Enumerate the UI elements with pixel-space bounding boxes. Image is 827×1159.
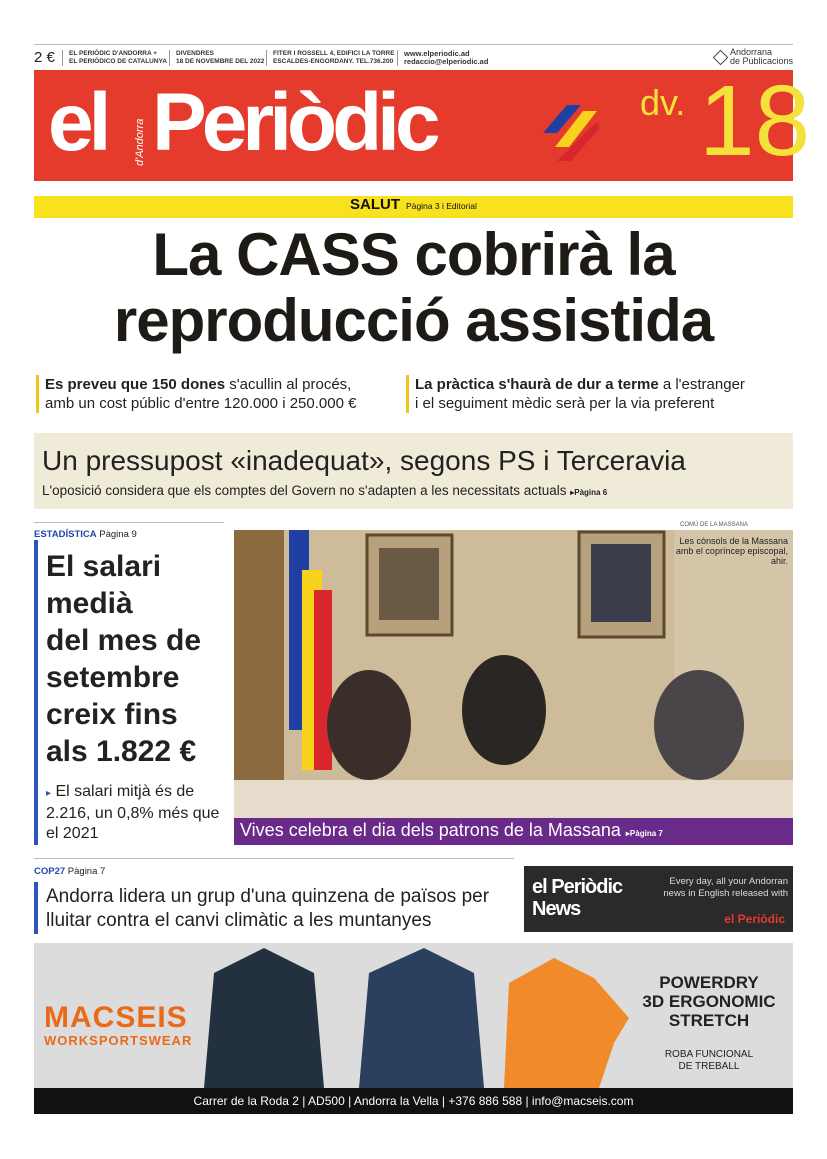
sub-text: s'acullin al procés, (225, 376, 352, 393)
advertisement[interactable] (34, 943, 793, 1114)
ad-sub-line: DE TREBALL (678, 1061, 740, 1072)
budget-page-ref: ▸Pàgina 6 (570, 488, 608, 497)
climate-headline[interactable]: Andorra lidera un grup d'una quinzena de països per lluitar contra el canvi climàtic a les muntanyes (46, 886, 490, 931)
photo-page-ref: ▸Pàgina 7 (625, 829, 663, 838)
lead-subhead-right (406, 375, 805, 413)
headline-line: La CASS cobrirà la (152, 221, 675, 288)
masthead (34, 65, 811, 181)
section-ref: Pàgina 7 (67, 866, 106, 877)
bullet-icon: ▸ (46, 788, 52, 799)
header-contact (397, 50, 488, 66)
section-ref: Pàgina 9 (99, 529, 137, 540)
photo-credit: COMÚ DE LA MASSANA (680, 522, 749, 528)
publisher-line: de Publicacions (729, 56, 793, 66)
meta-line: DIVENDRES (176, 50, 214, 57)
photo-headline-text: Vives celebra el dia dels patrons de la Massana (240, 820, 626, 840)
bullet-text: El salari mitjà és de 2.216, un 0,8% més que el 2021 (46, 783, 220, 842)
news-brand: el Periòdic (724, 912, 785, 926)
ad-brand: MACSEIS (44, 1001, 188, 1034)
logo-main: Periòdic (152, 77, 436, 168)
headline-line: del mes de (46, 624, 202, 657)
flag-stripes-icon (539, 103, 599, 163)
news-photo[interactable] (234, 530, 793, 845)
header-date (169, 50, 264, 66)
meta-line: FITER I ROSSELL 4, EDIFICI LA TORRE (273, 50, 395, 57)
claim-line: 3D ERGONOMIC (642, 992, 776, 1011)
weekday: dv. (640, 82, 686, 123)
news-title-line: el Periòdic (532, 876, 623, 898)
budget-sub-text: L'oposició considera que els comptes del Govern no s'adapten a les necessitats actuals (42, 483, 571, 498)
meta-line: 18 DE NOVEMBRE DEL 2022 (176, 58, 265, 65)
photo-headline-bar[interactable] (234, 818, 793, 845)
lead-subhead-left (36, 375, 395, 413)
lead-headline[interactable] (34, 222, 793, 354)
budget-story[interactable] (34, 433, 793, 509)
meta-line: ESCALDES-ENGORDANY. TEL.736.200 (273, 58, 394, 65)
ad-footer: Carrer de la Roda 2 | AD500 | Andorra la Vella | +376 886 588 | info@macseis.com (34, 1088, 793, 1114)
ad-claim (634, 973, 784, 1030)
salary-section-tag (34, 522, 224, 540)
price: 2 € (34, 49, 55, 66)
climate-section-tag (34, 858, 514, 877)
day-number: 18 (699, 65, 811, 177)
diamond-icon (713, 49, 729, 65)
photo-illustration (234, 530, 793, 845)
budget-headline: Un pressupost «inadequat», segons PS i Terceravia (42, 445, 686, 476)
headline-line: setembre (46, 661, 180, 694)
news-title (532, 876, 622, 920)
headline-line: El salari (46, 550, 162, 583)
section-tag (34, 196, 793, 218)
section-ref: Pàgina 3 i Editorial (406, 201, 477, 211)
claim-line: STRETCH (668, 1011, 750, 1030)
headline-line: als 1.822 € (46, 735, 197, 768)
sub-bold: Es preveu que 150 dones (45, 376, 226, 393)
headline-line: medià (46, 587, 133, 620)
sub-text: i el seguiment mèdic serà per la via preferent (415, 395, 715, 412)
section-label: COP27 (34, 866, 66, 877)
ad-tagline: WORKSPORTSWEAR (44, 1033, 193, 1048)
header-address (266, 50, 395, 66)
meta-line: EL PERIÓDICO DE CATALUNYA (69, 58, 167, 65)
news-promo[interactable] (524, 866, 793, 932)
email-link[interactable]: redaccio@elperiodic.ad (404, 57, 489, 66)
sub-bold: La pràctica s'haurà de dur a terme (415, 376, 659, 393)
section-label: SALUT (350, 196, 401, 213)
header-meta (34, 44, 793, 69)
website-link[interactable]: www.elperiodic.ad (404, 49, 470, 58)
ad-sub-line: ROBA FUNCIONAL (664, 1049, 754, 1060)
section-label: ESTADÍSTICA (34, 529, 97, 540)
photo-caption: Les cònsols de la Massana amb el copríncep episcopal, ahir. (675, 536, 788, 566)
salary-bullet (46, 782, 231, 844)
photo-headline (240, 820, 663, 841)
ad-sub (634, 1049, 784, 1073)
headline-line: reproducció assistida (113, 287, 714, 354)
climate-accent-bar (34, 882, 38, 934)
claim-line: POWERDRY (659, 973, 759, 992)
budget-subhead (42, 483, 607, 498)
sub-text: a l'estranger (658, 376, 745, 393)
salary-headline[interactable] (46, 548, 231, 770)
logo-el: el (48, 77, 107, 168)
publisher-logo (715, 48, 793, 66)
logo-side: d'Andorra (134, 118, 146, 166)
publisher-line: Andorrana (729, 47, 772, 57)
salary-accent-bar (34, 540, 38, 845)
news-title-line: News (532, 898, 581, 920)
sub-text: amb un cost públic d'entre 120.000 i 250.000 € (45, 395, 357, 412)
header-publisher-names (62, 50, 167, 66)
headline-line: creix fins (46, 698, 178, 731)
news-text: Every day, all your Andorran news in English released with (663, 876, 788, 899)
meta-line: EL PERIÒDIC D'ANDORRA + (69, 50, 158, 57)
